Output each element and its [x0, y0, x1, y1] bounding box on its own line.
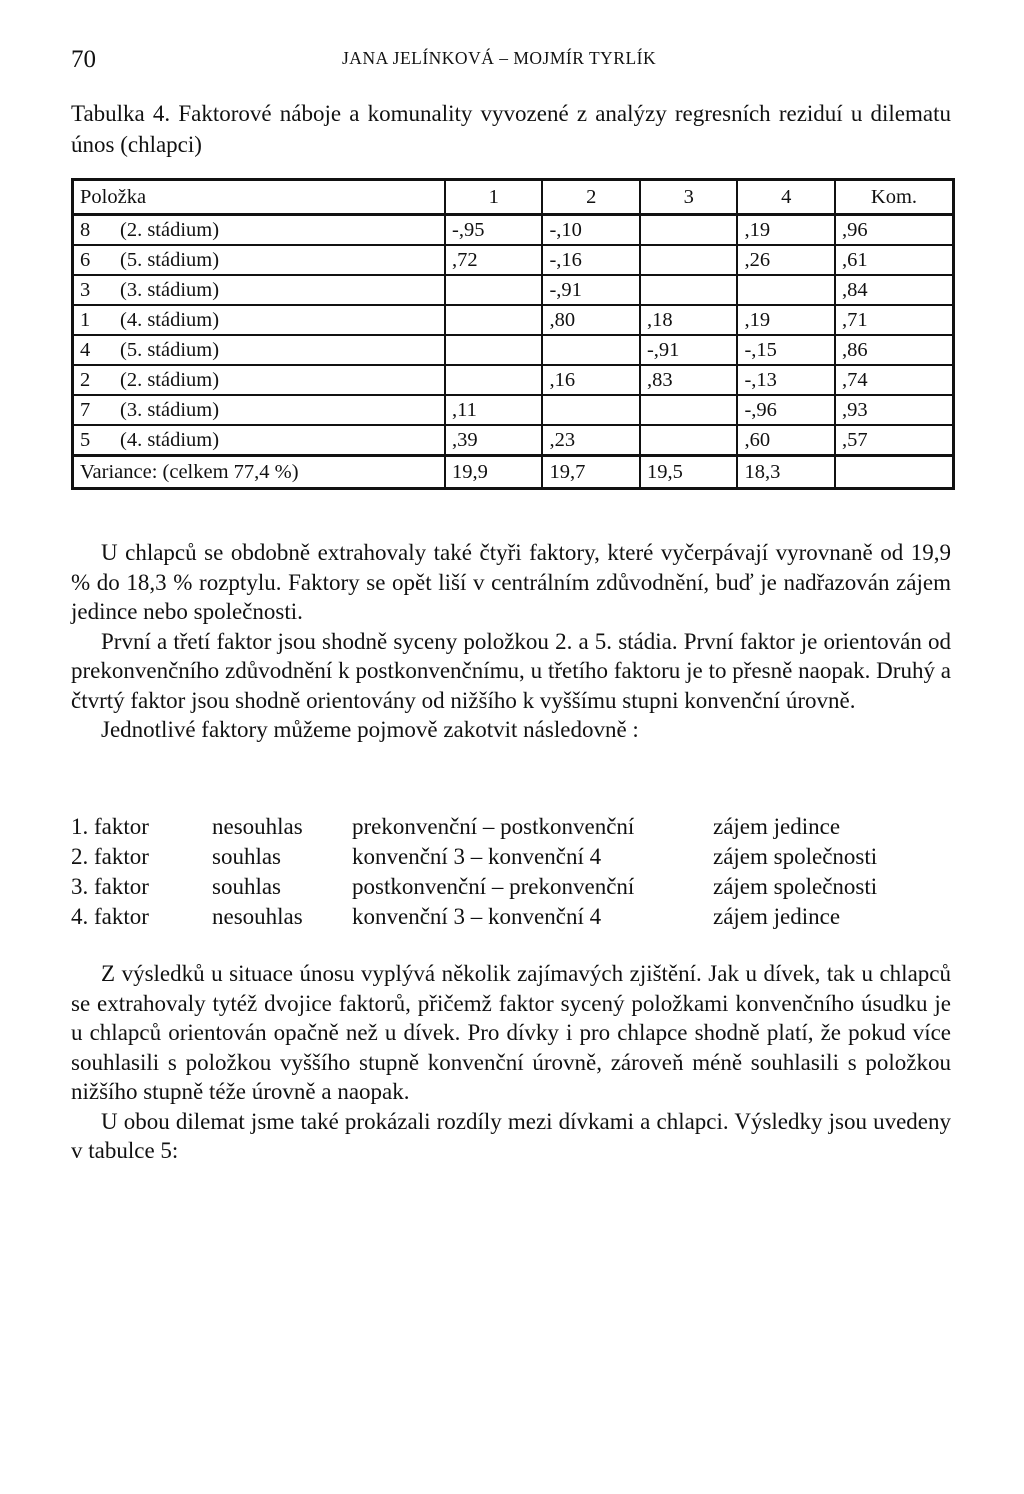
loading-cell: -,95 [445, 215, 542, 246]
loading-cell: -,96 [737, 395, 834, 425]
list-item [71, 812, 933, 842]
list-item [71, 842, 933, 872]
loading-cell: ,60 [737, 425, 834, 456]
loading-cell [640, 215, 737, 246]
loading-cell: ,80 [542, 305, 639, 335]
item-number: 8 [80, 218, 91, 241]
paragraph: Jednotlivé faktory můžeme pojmově zakotvit následovně : [101, 717, 639, 742]
factor-interest: zájem společnosti [713, 874, 878, 899]
loading-cell [640, 245, 737, 275]
paragraph: První a třetí faktor jsou shodně syceny položkou 2. a 5. stádia. První faktor je orientován od prekonvenčního zdůvodnění k postkonvenčnímu, u třetího faktoru je to přesně naopak. Druhý a čtvrtý faktor jsou shodně orientovány od nižšího k vyššímu stupni konvenční úrovně. [71, 628, 951, 713]
loading-cell [445, 365, 542, 395]
table-caption: Tabulka 4. Faktorové náboje a komunality vyvozené z analýzy regresních reziduí u dilematu únos (chlapci) [71, 101, 951, 157]
variance-cell [835, 456, 954, 489]
body-text-1 [71, 538, 951, 745]
item-cell [73, 305, 446, 335]
item-label: (2. stádium) [120, 218, 220, 241]
item-label: (3. stádium) [120, 398, 220, 421]
factor-direction: konvenční 3 – konvenční 4 [352, 904, 602, 929]
loading-cell: -,91 [640, 335, 737, 365]
communality-cell: ,57 [835, 425, 954, 456]
factor-name: 3. faktor [71, 874, 149, 899]
item-number: 4 [80, 338, 91, 361]
communality-cell: ,86 [835, 335, 954, 365]
loading-cell [640, 275, 737, 305]
loading-cell: ,19 [737, 305, 834, 335]
column-header: 2 [542, 180, 639, 215]
item-number: 6 [80, 248, 91, 271]
loading-cell: ,23 [542, 425, 639, 456]
table-header-row [73, 180, 954, 215]
paragraph: U chlapců se obdobně extrahovaly také čtyři faktory, které vyčerpávají vyrovnaně od 19,9 % do 18,3 % rozptylu. Faktory se opět liší v centrálním zdůvodnění, buď je nadřazován zájem jedince nebo společnosti. [71, 540, 951, 624]
table-row [73, 305, 954, 335]
list-item [71, 902, 933, 932]
column-header: 1 [445, 180, 542, 215]
loading-cell [640, 395, 737, 425]
table-row [73, 395, 954, 425]
item-cell [73, 275, 446, 305]
item-label: (5. stádium) [120, 248, 220, 271]
variance-cell: 19,5 [640, 456, 737, 489]
column-header: Kom. [835, 180, 954, 215]
loading-cell: ,26 [737, 245, 834, 275]
factor-direction: postkonvenční – prekonvenční [352, 874, 635, 899]
loading-cell: ,11 [445, 395, 542, 425]
factor-stance: souhlas [212, 844, 281, 869]
table-row [73, 365, 954, 395]
item-cell [73, 395, 446, 425]
factor-interest: zájem společnosti [713, 844, 878, 869]
item-cell [73, 245, 446, 275]
item-cell [73, 215, 446, 246]
communality-cell: ,84 [835, 275, 954, 305]
loading-cell [542, 335, 639, 365]
variance-row [73, 456, 954, 489]
table-row [73, 245, 954, 275]
loading-cell: ,39 [445, 425, 542, 456]
item-number: 2 [80, 368, 91, 391]
communality-cell: ,71 [835, 305, 954, 335]
item-label: (5. stádium) [120, 338, 220, 361]
factor-loadings-table [71, 178, 955, 490]
item-number: 1 [80, 308, 91, 331]
factor-interest: zájem jedince [713, 904, 841, 929]
item-cell [73, 365, 446, 395]
communality-cell: ,74 [835, 365, 954, 395]
item-number: 5 [80, 428, 91, 451]
loading-cell: -,10 [542, 215, 639, 246]
paragraph: U obou dilemat jsme také prokázali rozdíly mezi dívkami a chlapci. Výsledky jsou uvedeny v tabulce 5: [71, 1108, 951, 1163]
loading-cell: ,16 [542, 365, 639, 395]
loading-cell: -,16 [542, 245, 639, 275]
column-header: Položka [73, 180, 446, 215]
item-cell [73, 425, 446, 456]
item-label: (4. stádium) [120, 428, 220, 451]
loading-cell [640, 425, 737, 456]
communality-cell: ,61 [835, 245, 954, 275]
variance-cell: 19,7 [542, 456, 639, 489]
factor-name: 2. faktor [71, 844, 149, 869]
factor-direction: prekonvenční – postkonvenční [352, 814, 635, 839]
item-cell [73, 335, 446, 365]
loading-cell: ,83 [640, 365, 737, 395]
factor-name: 1. faktor [71, 814, 149, 839]
item-label: (3. stádium) [120, 278, 220, 301]
loading-cell: ,18 [640, 305, 737, 335]
paragraph: Z výsledků u situace únosu vyplývá několik zajímavých zjištění. Jak u dívek, tak u chlapců se extrahovaly tytéž dvojice faktorů, přičemž faktor sycený položkami konvenčního úsudku je u chlapců orientován opačně než u dívek. Pro dívky i pro chlapce shodně platí, že pokud více souhlasili s položkou vyššího stupně konvenční úrovně, zároveň méně souhlasili s položkou nižšího stupně téže úrovně a naopak. [71, 961, 951, 1104]
loading-cell: -,91 [542, 275, 639, 305]
factor-direction: konvenční 3 – konvenční 4 [352, 844, 602, 869]
page-number: 70 [71, 46, 96, 73]
table-row [73, 425, 954, 456]
running-head: JANA JELÍNKOVÁ – MOJMÍR TYRLÍK [342, 48, 657, 68]
item-number: 3 [80, 278, 91, 301]
item-number: 7 [80, 398, 91, 421]
loading-cell [445, 275, 542, 305]
loading-cell [737, 275, 834, 305]
item-label: (2. stádium) [120, 368, 220, 391]
factor-list [71, 812, 933, 932]
table-row [73, 335, 954, 365]
factor-stance: nesouhlas [212, 904, 303, 929]
communality-cell: ,93 [835, 395, 954, 425]
variance-cell: 18,3 [737, 456, 834, 489]
table-row [73, 275, 954, 305]
list-item [71, 872, 933, 902]
loading-cell [445, 335, 542, 365]
variance-label: Variance: (celkem 77,4 %) [73, 456, 446, 489]
variance-cell: 19,9 [445, 456, 542, 489]
loading-cell: -,15 [737, 335, 834, 365]
loading-cell: ,72 [445, 245, 542, 275]
column-header: 3 [640, 180, 737, 215]
loading-cell: ,19 [737, 215, 834, 246]
loading-cell: -,13 [737, 365, 834, 395]
loading-cell [445, 305, 542, 335]
factor-name: 4. faktor [71, 904, 149, 929]
factor-stance: souhlas [212, 874, 281, 899]
communality-cell: ,96 [835, 215, 954, 246]
factor-stance: nesouhlas [212, 814, 303, 839]
item-label: (4. stádium) [120, 308, 220, 331]
column-header: 4 [737, 180, 834, 215]
factor-interest: zájem jedince [713, 814, 841, 839]
loading-cell [542, 395, 639, 425]
table-row [73, 215, 954, 246]
body-text-2 [71, 959, 951, 1166]
